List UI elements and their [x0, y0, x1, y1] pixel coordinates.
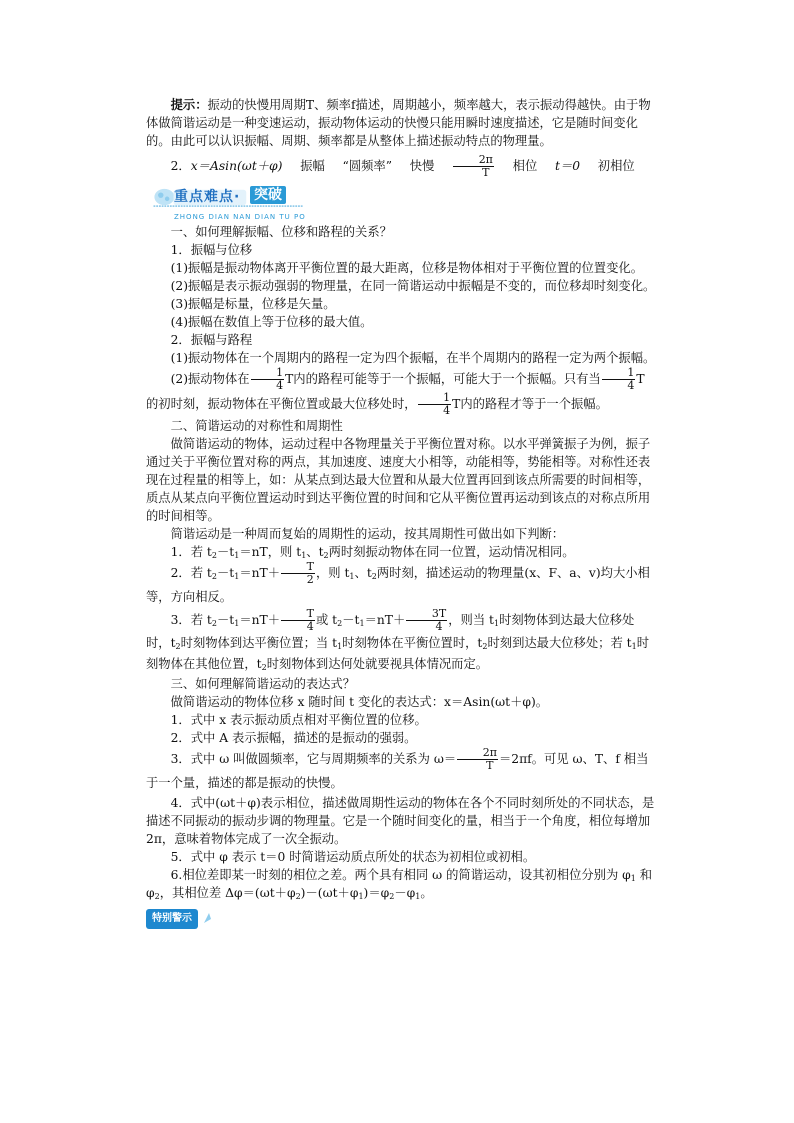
answer-item: 相位	[512, 159, 538, 173]
s2-item-2: 2．若 $t_2-t_1=nT+$ $\frac{T}{2}$ ，则 $t_1$、$t_2$两时刻，描述运动的物理量(x、F、a、v)均大小相等，方向相反。	[146, 560, 650, 604]
hint-label: 提示：	[170, 97, 208, 112]
s3-p0: 做简谐运动的物体位移 x 随时间 t 变化的表达式：x＝Asin(ωt＋φ)。	[170, 695, 549, 709]
s2-item-1: 1．若 $t_2-t_1=nT$，则 $t_1$、$t_2$两时刻振动物体在同一位置，运动情况相同。	[170, 545, 575, 560]
s2-title: 二、简谐运动的对称性和周期性	[170, 419, 343, 433]
answer-item: 初相位	[597, 159, 635, 173]
s3-item-1: 1．式中 x 表示振动质点相对平衡位置的位移。	[170, 713, 427, 727]
s2-item-3: 3．若 $t_2-t_1=nT+$ $\frac{T}{4}$ 或 $t_2-t_1=nT+$ $\frac{3T}{4}$ ，则当 $t_1$时刻物体到达最大位移处时，$t_2$时刻物体到达平衡位置；当 $t_1$时刻物体在平衡位置时，$t_2$时刻到达最大位移处；若 $t_1$时刻物体在其他位置，$t_2$时刻物体到达何处就要视具体情况而定。	[146, 607, 649, 672]
special-warning-badge: 特别警示	[146, 909, 198, 929]
s2-p2: 简谐运动是一种周而复始的周期性的运动，按其周期性可做出如下判断：	[170, 527, 565, 541]
answer-2	[146, 154, 656, 179]
s1-p1: (1)振幅是振动物体离开平衡位置的最大距离，位移是物体相对于平衡位置的位置变化。	[170, 261, 643, 275]
section-header	[146, 185, 656, 219]
answer-item: 快慢	[409, 159, 435, 173]
s1-h1: 1．振幅与位移	[170, 243, 253, 257]
s1-p4: (4)振幅在数值上等于位移的最大值。	[170, 315, 373, 329]
answer-item: “圆频率”	[342, 159, 393, 173]
answer-formula: x＝Asin(ωt＋φ)	[190, 159, 283, 173]
s1-p2: (2)振幅是表示振动强弱的物理量，在同一简谐运动中振幅是不变的，而位移却时刻变化。	[170, 279, 656, 293]
answer-number: 2．	[170, 159, 191, 173]
sparkle-icon	[202, 911, 216, 925]
answer-item: 振幅	[300, 159, 325, 173]
s1-h2: 2．振幅与路程	[170, 333, 253, 347]
fraction-2pi-over-T: $\frac{2\pi}{T}$	[453, 154, 494, 179]
hint-text: 振动的快慢用周期T、频率f描述，周期越小，频率越大，表示振动得越快。由于物体做简谐运动是一种变速运动，振动物体运动的快慢只能用瞬时速度描述，它是随时间变化的。由此可以认识振幅、周期、频率都是从整体上描述振动特点的物理量。	[146, 98, 651, 148]
s3-item-3: 3．式中 ω 叫做圆频率，它与周期频率的关系为 ω＝ $\frac{2\pi}{T}$ ＝2πf。可见 ω、T、f 相当于一个量，描述的都是振动的快慢。	[146, 746, 649, 790]
s3-item-5: 5．式中 φ 表示 t＝0 时简谐运动质点所处的状态为初相位或初相。	[170, 850, 536, 864]
s1-p3: (3)振幅是标量，位移是矢量。	[170, 297, 336, 311]
s1-p6: (2)振动物体在 $\frac{1}{4}$ T内的路程可能等于一个振幅，可能大于一个振幅。只有当 $\frac{1}{4}$ T的初时刻，振动物体在平衡位置或最大位移处时， $\frac{1}{4}$ T内的路程才等于一个振幅。	[146, 366, 645, 417]
header-title: 重点难点·	[174, 189, 241, 205]
page-content	[146, 96, 656, 930]
s1-title: 一、如何理解振幅、位移和路程的关系？	[170, 225, 392, 239]
s2-p1: 做简谐运动的物体，运动过程中各物理量关于平衡位置对称。以水平弹簧振子为例，振子通过关于平衡位置对称的两点，其加速度、速度大小相等，动能相等，势能相等。对称性还表现在过程量的相等上，如：从某点到达最大位置和从最大位置再回到该点所需要的时间相等，质点从某点向平衡位置运动时到达平衡位置的时间和它从平衡位置再运动到该点的对称点所用的时间相等。	[146, 437, 651, 523]
s3-title: 三、如何理解简谐运动的表达式？	[170, 677, 356, 691]
s3-item-6: 6.相位差即某一时刻的相位之差。两个具有相同 ω 的简谐运动，设其初相位分别为 $\varphi_1$ 和 $\varphi_2$，其相位差 $\Delta\varphi=(\omega t+\varphi_2)-(\omega t+\varphi_1)=\varphi_2-\varphi_1$。	[146, 868, 653, 901]
s3-item-4: 4．式中(ωt＋φ)表示相位，描述做周期性运动的物体在各个不同时刻所处的不同状态，是描述不同振动的振动步调的物理量。它是一个随时间变化的量，相当于一个角度，相位每增加 2π，意味着物体完成了一次全振动。	[146, 796, 655, 846]
header-tag: 突破	[250, 186, 286, 204]
s1-p5: (1)振动物体在一个周期内的路程一定为四个振幅，在半个周期内的路程一定为两个振幅。	[170, 351, 656, 365]
header-subtitle: ZHONG DIAN NAN DIAN TU PO	[174, 213, 306, 221]
answer-item: t＝0	[555, 159, 581, 173]
hint-paragraph	[146, 96, 656, 150]
s3-item-2: 2．式中 A 表示振幅，描述的是振动的强弱。	[170, 731, 417, 745]
special-warning	[146, 908, 656, 930]
